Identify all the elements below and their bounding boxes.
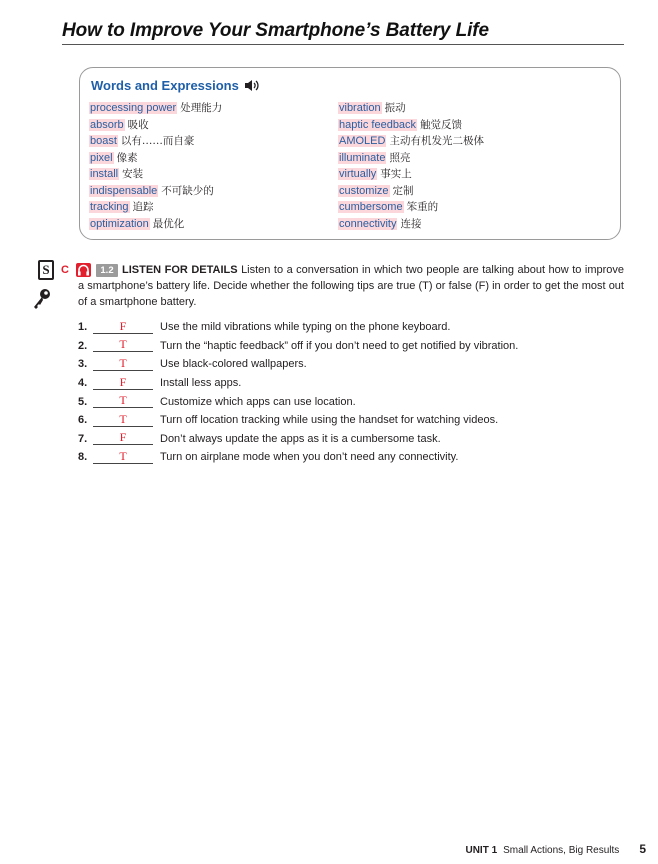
list-item	[78, 337, 518, 356]
item-number: 4.	[78, 377, 88, 390]
vocab-gloss: 像素	[116, 151, 138, 164]
answer-blank[interactable]: F	[93, 321, 153, 334]
list-item	[78, 448, 518, 467]
vocab-item	[338, 200, 484, 217]
item-text: Turn the “haptic feedback” off if you don’t need to get notified by vibration.	[160, 339, 519, 352]
vocab-term: virtually	[339, 168, 377, 180]
vocab-item	[338, 151, 484, 168]
task-heading: LISTEN FOR DETAILS	[122, 264, 238, 276]
vocab-term: haptic feedback	[339, 118, 417, 131]
item-number: 8.	[78, 451, 88, 464]
skill-s-icon: S	[38, 260, 54, 280]
answer-blank[interactable]: F	[93, 377, 153, 390]
item-number: 1.	[78, 321, 88, 334]
vocab-term: customize	[339, 184, 389, 197]
vocab-gloss: 振动	[384, 102, 406, 114]
vocab-item	[338, 217, 484, 234]
task-label: C	[61, 264, 69, 276]
item-text: Turn off location tracking while using the handset for watching videos.	[160, 414, 499, 427]
vocab-gloss: 不可缺少的	[161, 184, 214, 197]
task-instructions	[78, 262, 624, 310]
vocab-term: AMOLED	[339, 135, 386, 147]
vocab-item	[89, 217, 222, 234]
list-item	[78, 374, 518, 393]
item-text: Don’t always update the apps as it is a cumbersome task.	[160, 432, 441, 445]
vocab-term: connectivity	[339, 217, 397, 230]
footer-unit: UNIT 1	[465, 845, 498, 856]
answer-blank[interactable]: F	[93, 432, 153, 445]
item-number: 3.	[78, 358, 88, 371]
vocab-gloss: 定制	[392, 184, 414, 197]
vocab-gloss: 追踪	[132, 201, 154, 213]
vocab-gloss: 处理能力	[180, 102, 223, 114]
answer-blank[interactable]: T	[93, 395, 153, 408]
answer-blank[interactable]: T	[93, 414, 153, 427]
vocab-gloss: 安装	[122, 168, 144, 180]
vocab-column-right	[338, 101, 484, 233]
item-number: 7.	[78, 432, 88, 445]
page-number: 5	[639, 842, 646, 856]
item-text: Install less apps.	[160, 377, 242, 390]
vocab-gloss: 主动有机发光二极体	[389, 135, 484, 147]
vocab-term: optimization	[90, 217, 149, 230]
vocab-gloss: 吸收	[127, 118, 149, 131]
vocab-item	[338, 134, 484, 151]
audio-track-badge: 1.2	[96, 264, 118, 277]
item-text: Turn on airplane mode when you don’t need any connectivity.	[160, 451, 459, 464]
vocab-item	[89, 200, 222, 217]
list-item	[78, 318, 518, 337]
vocab-column-left	[89, 101, 222, 233]
page-footer	[465, 842, 646, 856]
vocab-gloss: 笨重的	[406, 201, 439, 213]
key-icon	[32, 288, 52, 315]
item-number: 5.	[78, 395, 88, 408]
answer-blank[interactable]: T	[93, 451, 153, 464]
vocab-gloss: 照亮	[389, 151, 411, 164]
vocab-heading-text: Words and Expressions	[91, 78, 239, 93]
vocab-item	[89, 167, 222, 184]
list-item	[78, 411, 518, 430]
item-text: Use the mild vibrations while typing on the phone keyboard.	[160, 321, 451, 334]
vocab-item	[89, 151, 222, 168]
answer-blank[interactable]: T	[93, 358, 153, 371]
vocab-item	[338, 184, 484, 201]
vocab-term: cumbersome	[339, 201, 403, 213]
list-item	[78, 392, 518, 411]
speaker-icon[interactable]	[244, 79, 260, 92]
vocab-item	[338, 167, 484, 184]
vocab-item	[338, 101, 484, 118]
vocab-term: illuminate	[339, 151, 386, 164]
vocab-gloss: 连接	[400, 217, 422, 230]
vocab-item	[89, 118, 222, 135]
vocab-term: vibration	[339, 102, 381, 114]
list-item	[78, 430, 518, 449]
vocab-item	[338, 118, 484, 135]
vocab-gloss: 事实上	[380, 168, 412, 180]
item-text: Use black-colored wallpapers.	[160, 358, 307, 371]
vocab-term: boast	[90, 135, 117, 147]
item-number: 6.	[78, 414, 88, 427]
footer-unit-title: Small Actions, Big Results	[503, 845, 620, 856]
vocab-term: indispensable	[90, 184, 158, 197]
vocab-gloss: 最优化	[152, 217, 185, 230]
vocab-item	[89, 134, 222, 151]
side-icons	[38, 260, 58, 280]
tips-list	[78, 318, 518, 467]
list-item	[78, 355, 518, 374]
page-title: How to Improve Your Smartphone’s Battery Life	[62, 20, 489, 41]
vocab-item	[89, 184, 222, 201]
vocab-term: pixel	[90, 151, 113, 164]
answer-blank[interactable]: T	[93, 339, 153, 352]
vocab-term: processing power	[90, 102, 177, 114]
item-text: Customize which apps can use location.	[160, 395, 356, 408]
vocab-term: install	[90, 168, 119, 180]
item-number: 2.	[78, 339, 88, 352]
vocab-heading	[91, 78, 260, 93]
task-instructions-text: Listen to a conversation in which two people are talking about how to improve a smartphone’s battery life. Decide whether the following tips are true (T) or false (F) in order to get the most out of a smartphone battery.	[78, 264, 625, 308]
vocab-item	[89, 101, 222, 118]
title-divider	[62, 44, 624, 45]
vocab-gloss: 以有……而自豪	[120, 135, 195, 147]
vocab-gloss: 触觉反馈	[420, 118, 463, 131]
vocab-box	[79, 67, 621, 240]
vocab-term: absorb	[90, 118, 124, 131]
vocab-term: tracking	[90, 201, 129, 213]
